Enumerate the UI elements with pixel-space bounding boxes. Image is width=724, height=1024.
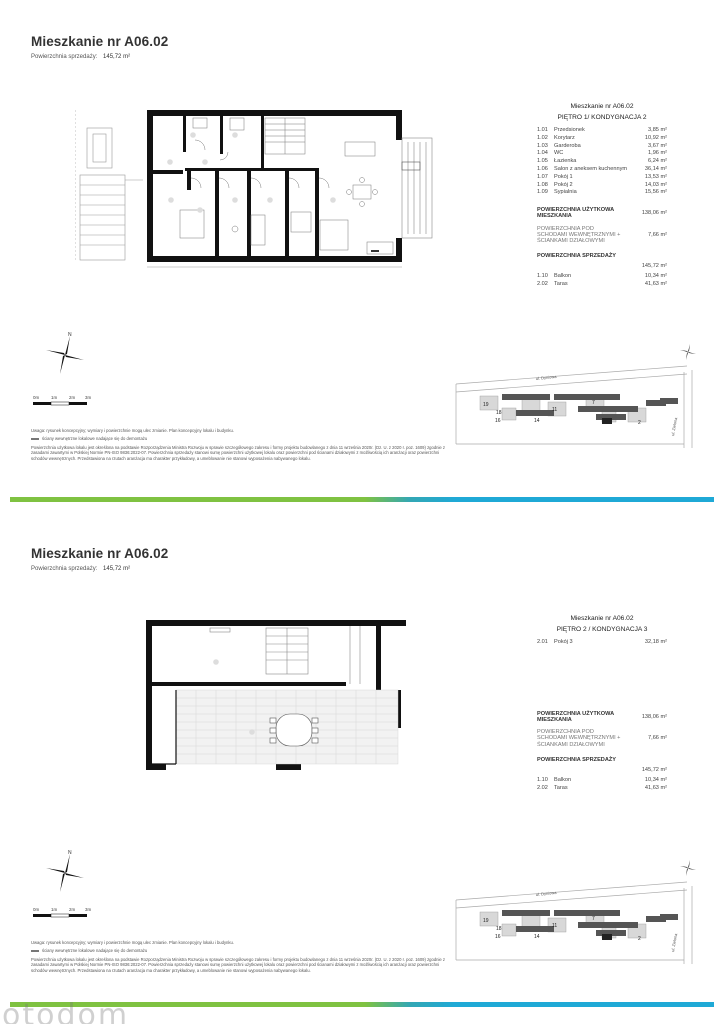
sale-area-value: 145,72 m² [103,566,131,572]
usable-area-label: POWIERZCHNIA UŻYTKOWA MIESZKANIA [537,207,614,220]
room-list [537,639,667,647]
room-row [537,777,667,785]
sale-area-line [31,54,130,60]
room-num: 1.05 [537,158,548,165]
scale-label-0: 0m [33,907,40,912]
sale-area-table-label: POWIERZCHNIA SPRZEDAŻY [537,253,617,260]
legend-text: ściany wewnętrzne lokalowe nadające się do demontażu [42,436,148,442]
legend-swatch [31,438,39,440]
room-row [537,182,667,190]
room-num: 1.06 [537,165,548,172]
usable-area-value: 138,06 m² [641,713,667,720]
floor-plan-level-1 [75,100,440,270]
scale-bar [31,904,111,920]
room-area: 6,24 m² [648,158,667,165]
site-number: 18 [496,926,502,932]
street-label-dyniowa: ul. Dyniowa [535,373,557,381]
under-stairs-row [537,226,667,245]
room-area: 10,34 m² [644,273,667,280]
brand-stripe [10,497,714,502]
scale-label-3: 3m [85,395,92,400]
sale-area-table-label: POWIERZCHNIA SPRZEDAŻY [537,756,617,763]
room-name: Pokój 3 [554,639,573,645]
room-area: 10,34 m² [644,777,667,784]
note-concept: Uwaga: rysunek koncepcyjny; wymiary i powierzchnie mogą ulec zmianie. Plan koncepcyjny lokalu i budynku. [31,428,234,433]
under-stairs-label: POWIERZCHNIA POD SCHODAMI WEWNĘTRZNYMI + ŚCIANKAMI DZIAŁOWYMI [537,729,621,748]
under-stairs-value: 7,66 m² [648,735,667,742]
sale-area-table-value: 145,72 m² [641,263,667,270]
notes [31,428,451,461]
stripe-blue [440,497,714,502]
room-name: Sypialnia [554,189,577,196]
site-number: 2 [638,936,641,942]
panel-floor-title: PIĘTRO 1/ KONDYGNACJA 2 [557,114,647,121]
sale-area-row [537,253,667,269]
usable-area-row [537,711,667,723]
room-num: 1.04 [537,150,548,157]
area-table [537,101,667,289]
scale-label-0: 0m [33,395,40,400]
room-num: 2.02 [537,784,548,791]
room-row [537,158,667,166]
room-name: Taras [554,784,568,791]
legend-row [31,436,451,441]
area-table [537,613,667,793]
note-concept: Uwaga: rysunek koncepcyjny; wymiary i powierzchnie mogą ulec zmianie. Plan koncepcyjny lokalu i budynku. [31,940,234,945]
notes [31,940,451,973]
scale-bar [31,392,111,408]
room-name: Łazienka [554,158,577,165]
room-name: WC [554,150,564,157]
legend-row [31,948,451,953]
stripe-gradient [365,497,455,502]
north-arrow-icon [40,848,90,898]
scale-label-1: 1m [51,907,58,912]
stripe-blue [440,1002,714,1007]
stripe-gradient [365,1002,455,1007]
room-num: 1.10 [537,273,548,280]
street-label-dyniowa: ul. Dyniowa [535,889,557,897]
legend-text: ściany wewnętrzne lokalowe nadające się do demontażu [42,948,148,954]
room-name: Przedsionek [554,127,585,133]
north-arrow-icon [40,330,90,380]
room-name: Balkon [554,777,572,784]
site-number: 11 [552,407,558,413]
room-area: 3,85 m² [648,127,667,133]
room-row [537,189,667,197]
site-number: 7 [592,400,595,406]
usable-area-value: 138,06 m² [641,210,667,217]
room-name: Balkon [554,273,572,280]
sale-area-label: Powierzchnia sprzedaży: [31,566,98,572]
room-area: 10,92 m² [644,134,667,141]
under-stairs-label: POWIERZCHNIA POD SCHODAMI WEWNĘTRZNYMI + ŚCIANKAMI DZIAŁOWYMI [537,225,621,244]
scale-label-2: 2m [69,907,76,912]
usable-area-row [537,207,667,219]
site-number: 19 [483,402,489,408]
room-area: 13,53 m² [644,173,667,180]
room-name: Garderoba [554,142,581,149]
site-plan-map [452,852,696,964]
extras-list [537,777,667,793]
room-num: 2.01 [537,639,548,645]
under-stairs-value: 7,66 m² [648,231,667,238]
north-letter: N [68,850,72,856]
room-row [537,174,667,182]
room-row [537,639,667,647]
site-plan-map [452,336,696,448]
watermark-logo: otodom [2,998,130,1024]
room-row [537,281,667,289]
scale-label-3: 3m [85,907,92,912]
site-number: 18 [496,410,502,416]
site-number: 19 [483,918,489,924]
site-number: 2 [638,420,641,426]
room-row [537,135,667,143]
room-area: 41,63 m² [644,784,667,791]
note-area-definition: Powierzchnia użytkowa lokalu jest określona na podstawie Rozporządzenia Ministra Rozwoju w sprawie szczegółowego zakresu i formy projektu budowlanego z dnia 11 września 2020r. (Dz. U. z 2020 r. poz. 1609) zgodnie z zasadami zawartymi w Polskiej Normie PN-ISO 9836:2022-07. Powierzchnia sprzedaży stanowi sumę powierzchni użytkowej lokalu oraz powierzchni pod ścianami działowymi z możliwością ich aranżacji oraz powierzchni schodów wewnętrznych. Przedstawiona na rzutach aranżacja ma charakter przykładowy, a umeblowanie nie stanowi wyposażenia nabywanego lokalu. [31,956,445,973]
room-name: Taras [554,281,568,288]
usable-area-label: POWIERZCHNIA UŻYTKOWA MIESZKANIA [537,710,614,723]
room-area: 36,14 m² [644,165,667,172]
room-area: 41,63 m² [644,281,667,288]
room-num: 1.02 [537,134,548,141]
room-num: 1.01 [537,127,548,133]
scale-label-1: 1m [51,395,58,400]
room-num: 1.08 [537,181,548,188]
room-num: 1.07 [537,173,548,180]
room-row [537,127,667,135]
room-name: Pokój 1 [554,173,573,180]
note-area-definition: Powierzchnia użytkowa lokalu jest określona na podstawie Rozporządzenia Ministra Rozwoju w sprawie szczegółowego zakresu i formy projektu budowlanego z dnia 11 września 2020r. (Dz. U. z 2020 r. poz. 1609) zgodnie z zasadami zawartymi w Polskiej Normie PN-ISO 9836:2022-07. Powierzchnia sprzedaży stanowi sumę powierzchni użytkowej lokalu oraz powierzchni pod ścianami działowymi z możliwością ich aranżacji oraz powierzchni schodów wewnętrznych. Przedstawiona na rzutach aranżacja ma charakter przykładowy, a umeblowanie nie stanowi wyposażenia nabywanego lokalu. [31,444,445,461]
room-num: 1.10 [537,777,548,784]
site-number: 16 [495,418,501,424]
sale-area-label: Powierzchnia sprzedaży: [31,54,98,60]
sale-area-value: 145,72 m² [103,54,131,60]
site-number: 7 [592,916,595,922]
room-area: 3,67 m² [648,142,667,149]
room-area: 15,56 m² [644,189,667,196]
room-num: 2.02 [537,281,548,288]
room-name: Pokój 2 [554,181,573,188]
site-number: 14 [534,934,540,940]
street-label-zielona: ul. Zielona [670,417,679,437]
legend-swatch [31,950,39,952]
room-row [537,150,667,158]
room-num: 1.09 [537,189,548,196]
panel-apartment-title: Mieszkanie nr A06.02 [570,103,634,110]
under-stairs-row [537,729,667,748]
room-row [537,143,667,151]
room-row [537,273,667,281]
room-row [537,785,667,793]
site-number: 11 [552,923,558,929]
panel-floor-title: PIĘTRO 2 / KONDYGNACJA 3 [556,626,648,633]
room-area: 32,18 m² [644,639,667,645]
site-number: 14 [534,418,540,424]
scale-label-2: 2m [69,395,76,400]
extras-list [537,273,667,289]
apartment-title: Mieszkanie nr A06.02 [31,546,169,561]
room-num: 1.03 [537,142,548,149]
sale-area-line [31,566,130,572]
floor-plan-sheet-2 [0,512,724,1024]
panel-apartment-title: Mieszkanie nr A06.02 [570,615,634,622]
floor-plan-level-2 [140,618,410,778]
sale-area-row [537,757,667,773]
room-area: 14,03 m² [644,181,667,188]
sale-area-table-value: 145,72 m² [641,766,667,773]
room-row [537,166,667,174]
street-label-zielona: ul. Zielona [670,933,679,953]
north-letter: N [68,332,72,338]
room-name: Salon z aneksem kuchennym [554,165,628,172]
apartment-title: Mieszkanie nr A06.02 [31,34,169,49]
site-number: 16 [495,934,501,940]
room-area: 1,96 m² [648,150,667,157]
room-name: Korytarz [554,134,575,141]
room-list [537,127,667,197]
